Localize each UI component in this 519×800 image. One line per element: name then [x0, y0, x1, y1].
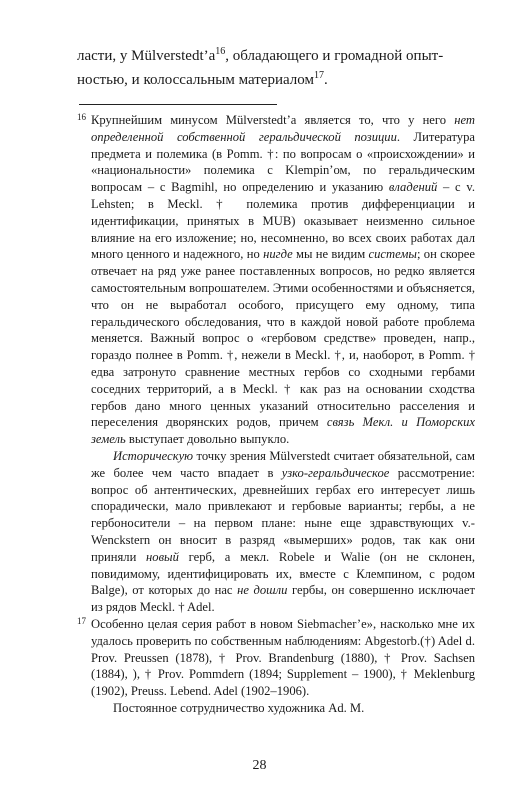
main-paragraph — [77, 44, 475, 68]
footnotes — [77, 112, 475, 717]
footnote-ref-17: 17 — [313, 70, 324, 81]
footnote-ref-16: 16 — [215, 46, 226, 57]
footnote-italic: системы — [368, 247, 417, 262]
footnote-text: гербы, он совершенно исключает из рядов Meckl. † Adel. — [91, 583, 475, 615]
footnote-text: Крупнейшим минусом Mülverstedt’a является то, что у него — [91, 113, 455, 127]
footnote-text: герб, а мекл. Robele и Walie (он не склонен, повидимому, идентифицировать их, вместе с Клемпином, с родом Balge), от которых до нас — [91, 549, 475, 598]
footnote-italic: связь Мекл. и Поморских земель — [91, 415, 475, 447]
footnote-17-paragraph-2 — [77, 700, 475, 717]
footnote-16: 16 Крупнейшим минусом Mülverstedt’a является то, что у него нет определенной собственной геральдической позиции. Литература предмета и полемика (в Pomm. †: по вопросам о «происхождении» и «национальности» полемика с Klempin’ом, по геральдическим вопросам – с Bagmihl, но определению и указанию владений – с v. Lehsten; в Meckl. † полемика против дифференциации и идентификации, принятых в MUB) оказывает неизменно сильное влияние на его изложение; но, несомненно, во всех своих работах дал много ценного и надежного, но нигде мы не видим системы; он скорее отвечает на ряд уже ранее поставленных вопросов, но редко является самостоятельным вопрошателем. Этими особенностями и объясняется, что он не выработал особого, присущего ему одному, типа геральдического обследования, что в каждой новой работе проблема меняется. Важный вопрос о «гербовом средстве» проведен, напр., гораздо полнее в Pomm. †, нежели в Meckl. †, и, наоборот, в Pomm. † едва затронуто сравнение местных гербов со сходными гербами соседних территорий, а в Meckl. † как раз на основании сходства гербов дано много ценных указаний относительно расселения и переселения дворянских родов, причем связь Мекл. и Поморских земель выступает довольно выпукло. — [77, 112, 475, 447]
footnote-italic: нигде — [263, 247, 293, 262]
main-paragraph-end — [77, 68, 475, 92]
main-text-segment: , обладающего и громадной опыт- — [225, 48, 444, 64]
footnote-text: Особенно целая серия работ в новом Siebmacher’e», насколько мне их удалось проверить по собственным наблюдениям: Abgestorb.(†) Adel d. Prov. Preussen (1878), † Prov. Brandenburg (1880), † Prov. Sachsen (1884), ), † Prov. Pommdern (1894; Supplement – 1900), † Meklenburg (1902), Preuss. Lebend. Adel (1902–1906). — [91, 616, 475, 699]
main-text-segment: ласти, у Mülverstedt’a — [77, 48, 216, 64]
footnote-text: мы не видим — [292, 247, 369, 262]
footnote-text: ; он скорее отвечает на ряд уже ранее поставленных вопросов, но редко является самостоятельным вопрошателем. Этими особенностями и объясняется, что он не выработал особого, присущего ему одному, типа геральдического обследования, что в каждой новой работе проблема меняется. Важный вопрос о «гербовом средстве» проведен, напр., гораздо полнее в Pomm. †, нежели в Meckl. †, и, наоборот, в Pomm. † едва затронуто сравнение местных гербов со сходными гербами соседних территорий, а в Meckl. † как раз на основании сходства гербов дано много ценных указаний относительно расселения и переселения дворянских родов, причем — [91, 247, 475, 430]
main-text-segment: . — [323, 72, 328, 88]
footnote-italic: узко-геральдическое — [281, 465, 390, 480]
footnote-separator — [79, 104, 277, 105]
page-number: 28 — [252, 758, 267, 773]
footnote-text: выступает довольно выпукло. — [125, 432, 290, 447]
footnote-italic: Историческую — [113, 448, 194, 463]
footnote-italic: владений — [388, 180, 438, 195]
footnote-17: 17 Особенно целая серия работ в новом Siebmacher’e», насколько мне их удалось проверить по собственным наблюдениям: Abgestorb.(†) Adel d. Prov. Preussen (1878), † Prov. Brandenburg (1880), † Prov. Sachsen (1884), ), † Prov. Pommdern (1894; Supplement – 1900), † Meklenburg (1902), Preuss. Lebend. Adel (1902–1906). — [77, 615, 475, 699]
footnote-italic: новый — [146, 549, 179, 564]
footnote-italic: нет определенной собственной геральдической позиции — [91, 113, 475, 144]
main-text-segment: ностью, и колоссальным материалом — [77, 72, 314, 88]
footnote-text: точку зрения Mülverstedt считает обязательной, сам же более чем часто впадает в — [91, 448, 475, 480]
footnote-text: . Литература предмета и полемика (в Pomm. †: по вопросам о «происхождении» и «национальности» полемика с Klempin’ом, по геральдическим вопросам – с Bagmihl, но определению и указанию — [91, 129, 475, 195]
footnote-text: – с v. Lehsten; в Meckl. † полемика против дифференциации и идентификации, принятых в MUB) оказывает неизменно сильное влияние на его изложение; но, несомненно, во всех своих работах дал много ценного и надежного, но — [91, 180, 475, 262]
footnote-16-paragraph-2 — [77, 448, 475, 616]
footnote-italic: не дошли — [237, 583, 288, 598]
main-text — [77, 44, 475, 92]
footnote-text: рассмотрение: вопрос об антентических, древнейших гербах его интересует лишь спорадически, мало привлекают и гербовые варианты; гербы, а не гербоносители – на первом плане: ныне еще здравствующих v.-Wenckstern он вносит в разряд «вымерших» родов, так как они приняли — [91, 465, 475, 564]
footnote-text: Постоянное сотрудничество художника Ad. M. — [113, 700, 365, 715]
